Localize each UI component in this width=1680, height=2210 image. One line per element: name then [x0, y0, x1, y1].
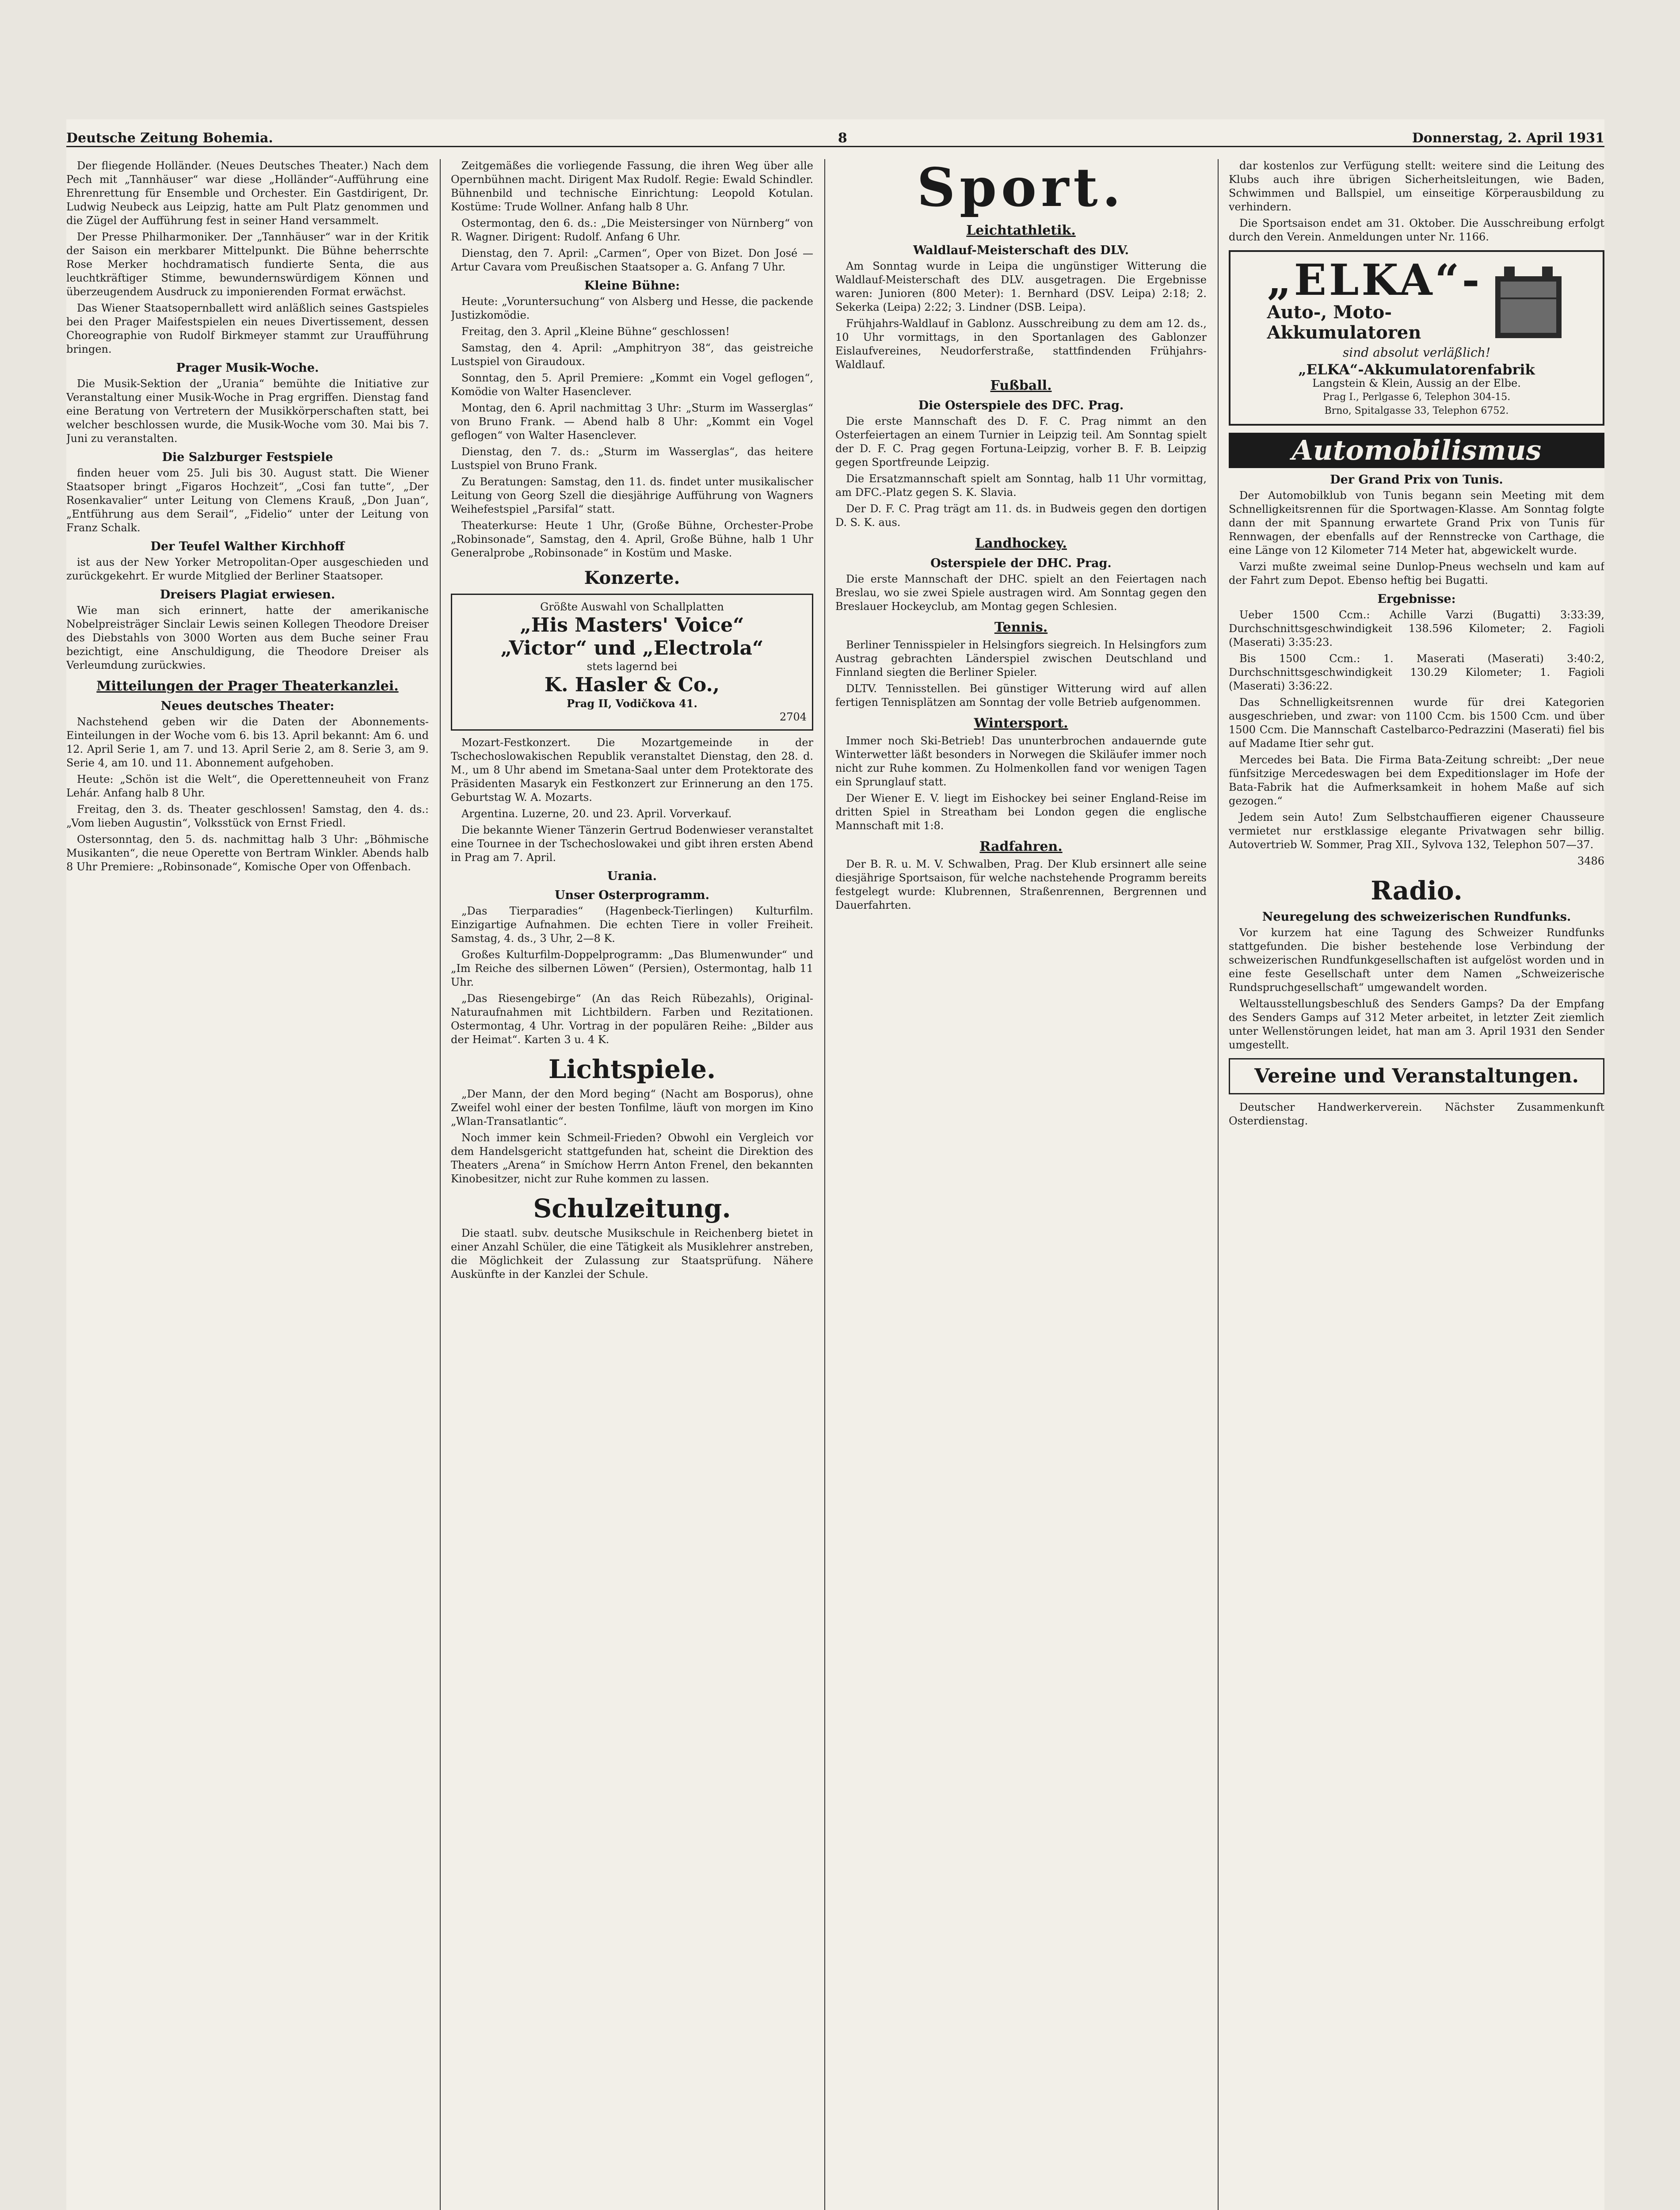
- headline-osterspiele-dhc: Osterspiele der DHC. Prag.: [930, 556, 1112, 570]
- newspaper-page: [66, 119, 1604, 2210]
- article-text: DLTV. Tennisstellen. Bei günstiger Witterung wird auf allen fertigen Tennisplätzen am Sonntag der volle Betrieb aufgenommen.: [835, 682, 1207, 709]
- ad-elka-claim: sind absolut verläßlich!: [1342, 345, 1491, 360]
- article-text: Argentina. Luzerne, 20. und 23. April. Vorverkauf.: [461, 808, 732, 820]
- article-mozart-festkonzert: Mozart-Festkonzert. Die Mozartgemeinde in der Tschechoslowakischen Republik veranstaltet Dienstag, den 28. d. M., um 8 Uhr abend im Smetana-Saal unter dem Protektorate des Präsidenten Masaryk ein Festkonzert zur Erinnerung an den 175. Geburtstag W. A. Mozarts.: [451, 736, 813, 804]
- article-text: Die Sportsaison endet am 31. Oktober. Die Ausschreibung erfolgt durch den Verein. Anmeldungen unter Nr. 1166.: [1229, 217, 1604, 243]
- running-header: [66, 119, 1604, 147]
- article-text: finden heuer vom 25. Juli bis 30. August statt. Die Wiener Staatsoper bringt „Figaros Hochzeit“, „Cosi fan tutte“, „Der Rosenkavalier“ unter Leitung von Clemens Krauß, „Don Juan“, „Entführung aus dem Serail“, „Fidelio“ unter der Leitung von Franz Schalk.: [66, 467, 429, 534]
- article-text: Der Presse Philharmoniker. Der „Tannhäuser“ war in der Kritik der Saison ein merkbarer Mittelpunkt. Die Bühne beherrschte Rose Merker hochdramatisch fundierte Senta, die aus leuchtkräftiger Stimme, bewundernswürdigem Können und überzeugendem Ausdruck zu imponierenden Format erwächst.: [66, 231, 429, 298]
- article-text: Berliner Tennisspieler in Helsingfors siegreich. In Helsingfors zum Austrag gebrachten Länderspiel zwischen Deutschland und Finnland siegten die Berliner Spieler.: [835, 639, 1207, 678]
- article-text: Wie man sich erinnert, hatte der amerikanische Nobelpreisträger Sinclair Lewis seinen Kollegen Theodore Dreiser des Diebstahls von 3000 Worten aus dem Buche seiner Frau bezichtigt, eine Anschuldigung, die Theodore Dreiser als Verleumdung zurückwies.: [66, 604, 429, 671]
- ad-elka-brno: Brno, Spitalgasse 33, Telephon 6752.: [1324, 405, 1509, 416]
- headline-mitteilungen: Mitteilungen der Prager Theaterkanzlei.: [96, 678, 399, 694]
- article-text: Dienstag, den 7. April: „Carmen“, Oper von Bizet. Don José — Artur Cavara vom Preußischen Staatsoper a. G. Anfang 7 Uhr.: [451, 247, 813, 273]
- article-text: „Das Tierparadies“ (Hagenbeck-Tierlingen) Kulturfilm. Einzigartige Aufnahmen. Die echten Tiere in voller Freiheit. Samstag, 4. ds., 3 Uhr, 2—8 K.: [451, 905, 813, 945]
- article-text: Theaterkurse: Heute 1 Uhr, (Große Bühne, Orchester-Probe „Robinsonade“, Samstag, den 4. April, Große Bühne, halb 1 Uhr Generalprobe „Robinsonade“ in Kostüm und Maske.: [451, 519, 813, 559]
- article-text: Die staatl. subv. deutsche Musikschule in Reichenberg bietet in einer Anzahl Schüler, die eine Tätigkeit als Musiklehrer anstreben, die Möglichkeit der Zulassung zur Staatsprüfung. Nähere Auskünfte in der Kanzlei der Schule.: [451, 1227, 813, 1280]
- article-text: Deutscher Handwerkerverein. Nächster Zusammenkunft Osterdienstag.: [1229, 1101, 1604, 1127]
- article-text: Heute: „Schön ist die Welt“, die Operettenneuheit von Franz Lehár. Anfang halb 8 Uhr.: [66, 773, 429, 799]
- ad-elka-line: Auto-, Moto-: [1267, 302, 1392, 323]
- ad-address: Prag II, Vodičkova 41.: [567, 697, 697, 710]
- subheadline-osterprogramm: Unser Osterprogramm.: [554, 888, 710, 902]
- header-masthead: Deutsche Zeitung Bohemia.: [66, 130, 273, 146]
- article-text: „Das Riesengebirge“ (An das Reich Rübezahls), Original-Naturaufnahmen mit Lichtbildern. Farben und Rezitationen. Ostermontag, 4 Uhr. Vortrag in der populären Reihe: „Bilder aus der Heimat“. Karten 3 u. 4 K.: [451, 992, 813, 1046]
- headline-leichtathletik: Leichtathletik.: [966, 223, 1076, 238]
- article-text: Nachstehend geben wir die Daten der Abonnements-Einteilungen in der Woche vom 6. bis 13. April bekannt: Am 6. und 12. April Serie 1, am 7. und 13. April Serie 2, am 8. Serie 3, am 9. Serie 4, am 10. und 11. Abonnement aufgehoben.: [66, 716, 429, 769]
- section-radio: Radio.: [1371, 876, 1463, 906]
- article-text: Der Automobilklub von Tunis begann sein Meeting mit dem Schnelligkeitsrennen für die Sportwagen-Klasse. Am Sonntag folgte dann der mit Spannung erwartete Grand Prix von Tunis für Rennwagen, der ebenfalls auf der Rennstrecke von Carthage, die eine Länge von 12 Kilometer 714 Meter hat, abgewickelt wurde.: [1229, 489, 1604, 556]
- column-rule: [440, 159, 441, 2210]
- column-rule: [824, 159, 825, 2210]
- headline-dreisers-plagiat: Dreisers Plagiat erwiesen.: [160, 588, 335, 602]
- headline-salzburger-festspiele: Die Salzburger Festspiele: [162, 450, 333, 464]
- article-text: Ostersonntag, den 5. ds. nachmittag halb 3 Uhr: „Böhmische Musikanten“, die neue Operette von Bertram Winkler. Abends halb 8 Uhr Premiere: „Robinsonade“, Komische Oper von Offenbach.: [66, 833, 429, 873]
- article-text: Montag, den 6. April nachmittag 3 Uhr: „Sturm im Wasserglas“ von Bruno Frank. — Abend halb 8 Uhr: „Kommt ein Vogel geflogen“ von Walter Hasenclever.: [451, 402, 813, 442]
- article-text: Die erste Mannschaft des D. F. C. Prag nimmt an den Osterfeiertagen an einem Turnier in Leipzig teil. Am Sonntag spielt der D. F. C. Prag gegen Fortuna-Leipzig, vorher B. F. B. Leipzig gegen Sportfreunde Leipzig.: [835, 415, 1207, 469]
- headline-fussball: Fußball.: [990, 378, 1052, 393]
- ad-code: 3486: [1577, 855, 1604, 867]
- ad-elka-firm: „ELKA“-Akkumulatorenfabrik: [1298, 361, 1535, 378]
- section-lichtspiele: Lichtspiele.: [548, 1054, 716, 1084]
- headline-waldlauf-meisterschaft: Waldlauf-Meisterschaft des DLV.: [913, 244, 1129, 257]
- article-text: Zu Beratungen: Samstag, den 11. ds. findet unter musikalischer Leitung von Georg Szell die diesjährige Aufführung von Wagners Weihefestspiel „Parsifal“ statt.: [451, 476, 813, 515]
- ad-hasler-schallplatten: [451, 594, 813, 731]
- column-4: [1229, 159, 1604, 1131]
- article-text: Bis 1500 Ccm.: 1. Maserati (Maserati) 3:40:2, Durchschnittsgeschwindigkeit 130.29 Kilometer; 1. Fagioli (Maserati) 3:36:22.: [1229, 652, 1604, 692]
- ad-firm-name: K. Hasler & Co.,: [544, 674, 720, 696]
- section-schulzeitung: Schulzeitung.: [533, 1193, 731, 1223]
- article-ad-sommer: Jedem sein Auto! Zum Selbstchauffieren eigener Chausseure vermietet nur erstklassige elegante Privatwagen sehr billig. Autovertrieb W. Sommer, Prag XII., Sylvova 132, Telephon 507—37.: [1229, 811, 1604, 851]
- headline-landhockey: Landhockey.: [975, 536, 1067, 551]
- battery-illustration: [1491, 259, 1566, 343]
- headline-grand-prix-tunis: Der Grand Prix von Tunis.: [1330, 473, 1503, 487]
- article-text: Zeitgemäßes die vorliegende Fassung, die ihren Weg über alle Opernbühnen macht. Dirigent Max Rudolf. Regie: Ewald Schindler. Bühnenbild und technische Einrichtung: Leopold Kotulan. Kostüme: Trude Wollner. Anfang halb 8 Uhr.: [451, 160, 813, 213]
- column-rule: [1218, 159, 1219, 2210]
- headline-walther-kirchhoff: Der Teufel Walther Kirchhoff: [150, 540, 345, 553]
- column-3: [835, 159, 1207, 915]
- headline-neuregelung-rundfunk: Neuregelung des schweizerischen Rundfunks.: [1262, 910, 1571, 924]
- article-text: dar kostenlos zur Verfügung stellt: weitere sind die Leitung des Klubs auch ihre übrigen Sicherheitsleitungen, wie Baden, Schwimmen und Ballspiel, um einseitige Körperausbildung zu verhindern.: [1229, 160, 1604, 213]
- article-text: Varzi mußte zweimal seine Dunlop-Pneus wechseln und kam auf der Fahrt zum Depot. Ebenso heftig bei Bugatti.: [1229, 560, 1604, 587]
- headline-prager-musikwoche: Prager Musik-Woche.: [176, 361, 319, 375]
- section-banner-automobilismus: Automobilismus: [1229, 433, 1604, 468]
- headline-wintersport: Wintersport.: [974, 716, 1068, 731]
- ad-elka-line: Akkumulatoren: [1267, 322, 1421, 343]
- article-staatsopernballett: Das Wiener Staatsopernballett wird anläßlich seines Gastspieles bei den Prager Maifestspielen ein neues Divertissement, dessen Choreographie von Rudolf Birkmeyer stammt zur Uraufführung bringen.: [66, 302, 429, 355]
- article-text: Immer noch Ski-Betrieb! Das ununterbrochen andauernde gute Winterwetter läßt besonders in Norwegen die Skiläufer immer noch nicht zur Ruhe kommen. Zu Holmenkollen fand vor wenigen Tagen ein Sprunglauf statt.: [835, 735, 1207, 788]
- article-text: ist aus der New Yorker Metropolitan-Oper ausgeschieden und zurückgekehrt. Er wurde Mitglied der Berliner Staatsoper.: [66, 556, 429, 582]
- article-text: Heute: „Voruntersuchung“ von Alsberg und Hesse, die packende Justizkomödie.: [451, 295, 813, 321]
- article-text: Vor kurzem hat eine Tagung des Schweizer Rundfunks stattgefunden. Die bisher bestehende lose Verbindung der schweizerischen Rundfunkgesellschaften ist aufgelöst worden und in eine feste Gesellschaft unter dem Namen „Schweizerische Rundspruchgesellschaft“ umgewandelt worden.: [1229, 926, 1604, 994]
- ad-brand-victor-electrola: „Victor“ und „Electrola“: [500, 637, 764, 659]
- column-1: [66, 159, 429, 876]
- ad-code: 2704: [779, 711, 807, 723]
- article-text: Die Musik-Sektion der „Urania“ bemühte die Initiative zur Veranstaltung einer Musik-Woche in Prag ergriffen. Dienstag fand eine Beratung von Vertretern der Musikkörperschaften statt, bei welcher beschlossen wurde, die Musik-Woche vom 30. Mai bis 7. Juni zu veranstalten.: [66, 377, 429, 445]
- article-text: Mercedes bei Bata. Die Firma Bata-Zeitung schreibt: „Der neue fünfsitzige Mercedeswagen bei dem Expeditionslager im Hofe der Bata-Fabrik hat die Aufmerksamkeit in hohem Maße auf sich gezogen.“: [1229, 754, 1604, 807]
- section-konzerte: Konzerte.: [584, 568, 680, 588]
- ad-elka-logo: „ELKA“-: [1267, 255, 1482, 305]
- header-page-number: 8: [838, 130, 847, 146]
- section-title-sport: Sport.: [917, 159, 1125, 219]
- article-bodenwieser: Die bekannte Wiener Tänzerin Gertrud Bodenwieser veranstaltet eine Tournee in der Tschechoslowakei und gibt ihren ersten Abend in Prag am 7. April.: [451, 824, 813, 864]
- article-text: Freitag, den 3. April „Kleine Bühne“ geschlossen!: [461, 325, 730, 338]
- ad-line: Größte Auswahl von Schallplatten: [540, 601, 724, 613]
- article-text: Der B. R. u. M. V. Schwalben, Prag. Der Klub ersinnert alle seine diesjährige Sportsaison, für welche nachstehende Programm bereits festgelegt wurde: Klubrennen, Straßenrennen, Bergrennen und Dauerfahrten.: [835, 858, 1207, 911]
- ad-elka-address: Langstein & Klein, Aussig an der Elbe.: [1312, 377, 1521, 389]
- subheadline-neues-deutsches-theater: Neues deutsches Theater:: [160, 699, 335, 713]
- article-text: Samstag, den 4. April: „Amphitryon 38“, das geistreiche Lustspiel von Giraudoux.: [451, 342, 813, 368]
- headline-tennis: Tennis.: [994, 620, 1048, 635]
- headline-radfahren: Radfahren.: [979, 839, 1063, 854]
- ad-elka-akkumulatoren: [1229, 250, 1604, 426]
- section-vereine-veranstaltungen: [1229, 1058, 1604, 1094]
- article-text: Der Wiener E. V. liegt im Eishockey bei seiner England-Reise im dritten Spiel in Streatham bei London gegen die englische Mannschaft mit 1:8.: [835, 792, 1207, 832]
- article-text: Die Ersatzmannschaft spielt am Sonntag, halb 11 Uhr vormittag, am DFC.-Platz gegen S. K. Slavia.: [835, 472, 1207, 499]
- article-text: Noch immer kein Schmeil-Frieden? Obwohl ein Vergleich vor dem Handelsgericht stattgefunden hat, scheint die Direktion des Theaters „Arena“ in Smíchow Herrn Anton Frenel, den bekannten Kinobesitzer, nicht zur Ruhe kommen zu lassen.: [451, 1132, 813, 1185]
- subheadline-urania: Urania.: [607, 869, 657, 883]
- column-2: [451, 159, 813, 1284]
- headline-osterspiele-dfc: Die Osterspiele des DFC. Prag.: [918, 399, 1124, 412]
- article-text: Frühjahrs-Waldlauf in Gablonz. Ausschreibung zu dem am 12. ds., 10 Uhr vormittags, in den Sportanlagen des Gablonzer Eislaufvereines, Neudorferstraße, stattfindenden Frühjahrs-Waldlauf.: [835, 317, 1207, 371]
- article-text: Großes Kulturfilm-Doppelprogramm: „Das Blumenwunder“ und „Im Reiche des silbernen Löwen“ (Persien), Ostermontag, halb 11 Uhr.: [451, 949, 813, 988]
- article-text: Ostermontag, den 6. ds.: „Die Meistersinger von Nürnberg“ von R. Wagner. Dirigent: Rudolf. Anfang 6 Uhr.: [451, 217, 813, 243]
- article-fliegende-hollaender: Der fliegende Holländer. (Neues Deutsches Theater.) Nach dem Pech mit „Tannhäuser“ war diese „Holländer“-Aufführung eine Ehrenrettung für Ensemble und Orchester. Ein Gastdirigent, Dr. Ludwig Neubeck aus Leipzig, hatte am Pult Platz genommen und die Zügel der Aufführung fest in seiner Hand versammelt.: [66, 160, 429, 227]
- article-text: Freitag, den 3. ds. Theater geschlossen! Samstag, den 4. ds.: „Vom lieben Augustin“, Volksstück von Ernst Friedl.: [66, 803, 429, 829]
- ad-elka-prag: Prag I., Perlgasse 6, Telephon 304-15.: [1322, 392, 1511, 403]
- article-text: Dienstag, den 7. ds.: „Sturm im Wasserglas“, das heitere Lustspiel von Bruno Frank.: [451, 446, 813, 472]
- ad-line: stets lagernd bei: [587, 660, 678, 673]
- section-title-vereine: Vereine und Veranstaltungen.: [1254, 1065, 1579, 1087]
- article-text: Am Sonntag wurde in Leipa die ungünstiger Witterung die Waldlauf-Meisterschaft des DLV. ausgetragen. Die Ergebnisse waren: Junioren (800 Meter): 1. Bernhard (DSV. Leipa) 2:18; 2. Sekerka (Leipa) 2:22; 3. Lindner (DSB. Leipa).: [835, 260, 1207, 313]
- article-text: Der D. F. C. Prag trägt am 11. ds. in Budweis gegen den dortigen D. S. K. aus.: [835, 503, 1207, 529]
- article-text: Ueber 1500 Ccm.: Achille Varzi (Bugatti) 3:33:39, Durchschnittsgeschwindigkeit 138.596 Kilometer; 2. Fagioli (Maserati) 3:35:23.: [1229, 609, 1604, 648]
- header-date: Donnerstag, 2. April 1931: [1412, 130, 1604, 146]
- subheadline-kleine-buehne: Kleine Bühne:: [584, 279, 680, 293]
- article-text: Weltausstellungsbeschluß des Senders Gamps? Da der Empfang des Senders Gamps auf 312 Meter arbeitet, in letzter Zeit ziemlich unter Wellenstörungen leidet, hat man am 3. April 1931 den Sender umgestellt.: [1229, 998, 1604, 1051]
- ad-brand-his-masters-voice: „His Masters' Voice“: [520, 614, 744, 636]
- article-text: „Der Mann, der den Mord beging“ (Nacht am Bosporus), ohne Zweifel wohl einer der besten Tonfilme, läuft von morgen im Kino „Wlan-Transatlantic“.: [451, 1088, 813, 1128]
- article-text: Das Schnelligkeitsrennen wurde für drei Kategorien ausgeschrieben, und zwar: von 1100 Ccm. bis 1500 Ccm. und über 1500 Ccm. Die Mannschaft Castelbarco-Pedrazzini (Maserati) fiel bis auf Madame Itier sehr gut.: [1229, 696, 1604, 750]
- subheadline-ergebnisse: Ergebnisse:: [1377, 592, 1456, 606]
- article-text: Die erste Mannschaft der DHC. spielt an den Feiertagen nach Breslau, wo sie zwei Spiele austragen wird. Am Sonntag gegen den Breslauer Hockeyclub, am Montag gegen Schlesien.: [835, 573, 1207, 613]
- article-text: Sonntag, den 5. April Premiere: „Kommt ein Vogel geflogen“, Komödie von Walter Hasenclever.: [451, 372, 813, 398]
